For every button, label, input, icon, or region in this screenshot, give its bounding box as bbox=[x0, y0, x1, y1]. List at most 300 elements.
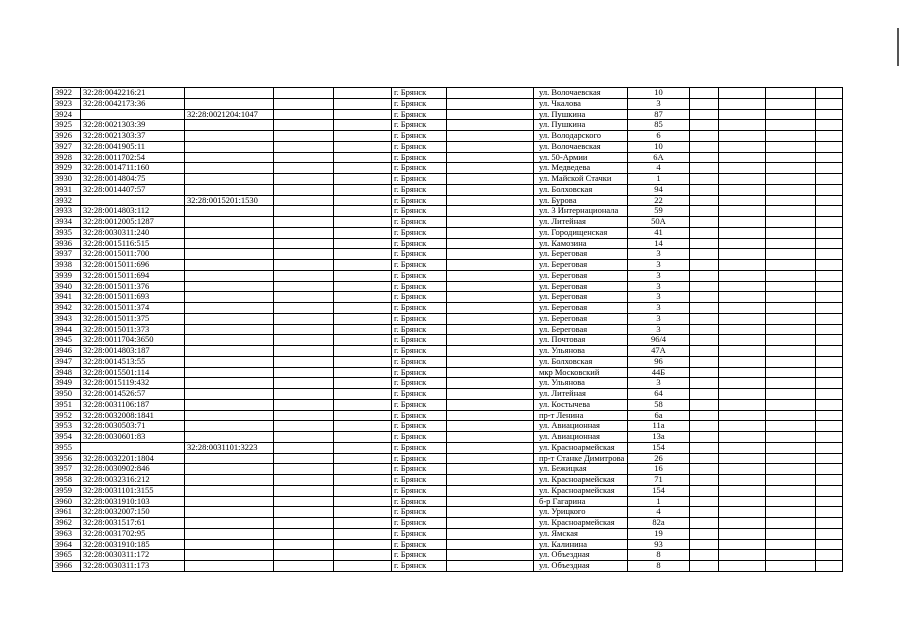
empty-cell bbox=[816, 109, 843, 120]
empty-cell bbox=[690, 184, 719, 195]
empty-cell bbox=[766, 367, 816, 378]
cadastral-number: 32:28:0012005:1287 bbox=[81, 217, 185, 228]
empty-cell bbox=[766, 410, 816, 421]
empty-cell bbox=[274, 389, 334, 400]
empty-cell bbox=[334, 238, 392, 249]
cadastral-number-alt bbox=[185, 206, 274, 217]
empty-cell bbox=[274, 281, 334, 292]
empty-cell bbox=[766, 109, 816, 120]
cadastral-number-alt: 32:28:0015201:1530 bbox=[185, 195, 274, 206]
row-number: 3963 bbox=[53, 528, 81, 539]
table-row bbox=[53, 270, 843, 281]
empty-cell bbox=[334, 496, 392, 507]
empty-cell bbox=[719, 141, 766, 152]
empty-cell bbox=[719, 389, 766, 400]
cadastral-number: 32:28:0014711:160 bbox=[81, 163, 185, 174]
table-row bbox=[53, 550, 843, 561]
empty-cell bbox=[690, 131, 719, 142]
cadastral-number: 32:28:0031106:187 bbox=[81, 399, 185, 410]
row-number: 3952 bbox=[53, 410, 81, 421]
empty-cell bbox=[447, 281, 534, 292]
table-row bbox=[53, 496, 843, 507]
empty-cell bbox=[274, 453, 334, 464]
street: ул. Береговая bbox=[534, 313, 628, 324]
empty-cell bbox=[690, 399, 719, 410]
empty-cell bbox=[274, 292, 334, 303]
empty-cell bbox=[816, 260, 843, 271]
empty-cell bbox=[816, 292, 843, 303]
cadastral-number: 32:28:0032201:1804 bbox=[81, 453, 185, 464]
cadastral-number-alt bbox=[185, 227, 274, 238]
cadastral-number: 32:28:0030311:173 bbox=[81, 561, 185, 572]
city: г. Брянск bbox=[392, 131, 447, 142]
house-number: 71 bbox=[628, 475, 690, 486]
house-number: 26 bbox=[628, 453, 690, 464]
row-number: 3959 bbox=[53, 485, 81, 496]
empty-cell bbox=[816, 324, 843, 335]
empty-cell bbox=[690, 109, 719, 120]
empty-cell bbox=[766, 98, 816, 109]
street: ул. Красноармейская bbox=[534, 485, 628, 496]
cadastral-number-alt bbox=[185, 561, 274, 572]
street: ул. Береговая bbox=[534, 324, 628, 335]
empty-cell bbox=[719, 561, 766, 572]
empty-cell bbox=[334, 507, 392, 518]
empty-cell bbox=[690, 442, 719, 453]
cadastral-number: 32:28:0031910:185 bbox=[81, 539, 185, 550]
empty-cell bbox=[766, 389, 816, 400]
empty-cell bbox=[447, 442, 534, 453]
empty-cell bbox=[766, 141, 816, 152]
empty-cell bbox=[274, 550, 334, 561]
empty-cell bbox=[334, 378, 392, 389]
empty-cell bbox=[816, 453, 843, 464]
empty-cell bbox=[274, 88, 334, 99]
empty-cell bbox=[334, 217, 392, 228]
empty-cell bbox=[766, 184, 816, 195]
empty-cell bbox=[719, 410, 766, 421]
cadastral-number-alt bbox=[185, 496, 274, 507]
cadastral-number: 32:28:0015011:375 bbox=[81, 313, 185, 324]
street: б-р Гагарина bbox=[534, 496, 628, 507]
empty-cell bbox=[690, 550, 719, 561]
empty-cell bbox=[334, 561, 392, 572]
table-row bbox=[53, 249, 843, 260]
empty-cell bbox=[766, 313, 816, 324]
cadastral-number-alt bbox=[185, 98, 274, 109]
page-edge-mark bbox=[897, 28, 899, 66]
empty-cell bbox=[766, 432, 816, 443]
row-number: 3922 bbox=[53, 88, 81, 99]
row-number: 3940 bbox=[53, 281, 81, 292]
empty-cell bbox=[766, 195, 816, 206]
house-number: 87 bbox=[628, 109, 690, 120]
cadastral-number-alt bbox=[185, 399, 274, 410]
table-row bbox=[53, 120, 843, 131]
empty-cell bbox=[690, 174, 719, 185]
cadastral-number-alt bbox=[185, 260, 274, 271]
empty-cell bbox=[447, 303, 534, 314]
cadastral-number-alt bbox=[185, 217, 274, 228]
empty-cell bbox=[816, 335, 843, 346]
row-number: 3933 bbox=[53, 206, 81, 217]
empty-cell bbox=[690, 389, 719, 400]
table-row bbox=[53, 152, 843, 163]
empty-cell bbox=[816, 550, 843, 561]
row-number: 3946 bbox=[53, 346, 81, 357]
empty-cell bbox=[719, 442, 766, 453]
cadastral-number-alt bbox=[185, 539, 274, 550]
row-number: 3949 bbox=[53, 378, 81, 389]
house-number: 41 bbox=[628, 227, 690, 238]
empty-cell bbox=[334, 550, 392, 561]
empty-cell bbox=[334, 528, 392, 539]
empty-cell bbox=[274, 507, 334, 518]
house-number: 58 bbox=[628, 399, 690, 410]
cadastral-number: 32:28:0014804:75 bbox=[81, 174, 185, 185]
empty-cell bbox=[766, 174, 816, 185]
house-number: 10 bbox=[628, 88, 690, 99]
city: г. Брянск bbox=[392, 356, 447, 367]
city: г. Брянск bbox=[392, 561, 447, 572]
city: г. Брянск bbox=[392, 98, 447, 109]
street: ул. Ульянова bbox=[534, 346, 628, 357]
table-row bbox=[53, 206, 843, 217]
empty-cell bbox=[690, 464, 719, 475]
empty-cell bbox=[690, 507, 719, 518]
row-number: 3957 bbox=[53, 464, 81, 475]
city: г. Брянск bbox=[392, 109, 447, 120]
cadastral-number: 32:28:0015011:693 bbox=[81, 292, 185, 303]
empty-cell bbox=[719, 528, 766, 539]
table-row bbox=[53, 539, 843, 550]
cadastral-number-alt bbox=[185, 518, 274, 529]
house-number: 6 bbox=[628, 131, 690, 142]
empty-cell bbox=[816, 184, 843, 195]
table-row bbox=[53, 442, 843, 453]
table-row bbox=[53, 324, 843, 335]
empty-cell bbox=[719, 281, 766, 292]
street: ул. Береговая bbox=[534, 249, 628, 260]
empty-cell bbox=[719, 270, 766, 281]
city: г. Брянск bbox=[392, 410, 447, 421]
cadastral-number: 32:28:0021303:39 bbox=[81, 120, 185, 131]
empty-cell bbox=[690, 335, 719, 346]
empty-cell bbox=[690, 217, 719, 228]
street: ул. Красноармейская bbox=[534, 518, 628, 529]
table-row bbox=[53, 131, 843, 142]
row-number: 3942 bbox=[53, 303, 81, 314]
empty-cell bbox=[719, 292, 766, 303]
cadastral-number-alt bbox=[185, 324, 274, 335]
empty-cell bbox=[766, 335, 816, 346]
empty-cell bbox=[719, 539, 766, 550]
cadastral-number-alt bbox=[185, 550, 274, 561]
table-row bbox=[53, 217, 843, 228]
empty-cell bbox=[719, 98, 766, 109]
empty-cell bbox=[334, 152, 392, 163]
empty-cell bbox=[274, 152, 334, 163]
cadastral-number: 32:28:0015011:694 bbox=[81, 270, 185, 281]
empty-cell bbox=[766, 281, 816, 292]
table-row bbox=[53, 421, 843, 432]
empty-cell bbox=[274, 98, 334, 109]
table-row bbox=[53, 227, 843, 238]
empty-cell bbox=[447, 195, 534, 206]
empty-cell bbox=[447, 98, 534, 109]
street: ул. Береговая bbox=[534, 281, 628, 292]
empty-cell bbox=[334, 163, 392, 174]
empty-cell bbox=[274, 206, 334, 217]
empty-cell bbox=[447, 367, 534, 378]
table-row bbox=[53, 389, 843, 400]
empty-cell bbox=[274, 195, 334, 206]
city: г. Брянск bbox=[392, 238, 447, 249]
street: ул. Пушкина bbox=[534, 120, 628, 131]
empty-cell bbox=[447, 109, 534, 120]
empty-cell bbox=[816, 399, 843, 410]
empty-cell bbox=[274, 227, 334, 238]
street: ул. 3 Интернационала bbox=[534, 206, 628, 217]
cadastral-number-alt bbox=[185, 432, 274, 443]
row-number: 3923 bbox=[53, 98, 81, 109]
empty-cell bbox=[766, 539, 816, 550]
empty-cell bbox=[447, 561, 534, 572]
cadastral-number-alt bbox=[185, 184, 274, 195]
empty-cell bbox=[334, 184, 392, 195]
cadastral-number: 32:28:0014803:112 bbox=[81, 206, 185, 217]
city: г. Брянск bbox=[392, 163, 447, 174]
empty-cell bbox=[447, 292, 534, 303]
empty-cell bbox=[334, 539, 392, 550]
house-number: 3 bbox=[628, 281, 690, 292]
table-row bbox=[53, 303, 843, 314]
city: г. Брянск bbox=[392, 292, 447, 303]
empty-cell bbox=[719, 378, 766, 389]
empty-cell bbox=[816, 367, 843, 378]
empty-cell bbox=[816, 281, 843, 292]
empty-cell bbox=[719, 485, 766, 496]
table-row bbox=[53, 399, 843, 410]
row-number: 3950 bbox=[53, 389, 81, 400]
row-number: 3931 bbox=[53, 184, 81, 195]
cadastral-number-alt bbox=[185, 485, 274, 496]
empty-cell bbox=[719, 421, 766, 432]
empty-cell bbox=[766, 421, 816, 432]
empty-cell bbox=[334, 442, 392, 453]
empty-cell bbox=[766, 346, 816, 357]
row-number: 3948 bbox=[53, 367, 81, 378]
house-number: 14 bbox=[628, 238, 690, 249]
cadastral-number-alt: 32:28:0031101:3223 bbox=[185, 442, 274, 453]
cadastral-number-alt bbox=[185, 238, 274, 249]
city: г. Брянск bbox=[392, 453, 447, 464]
empty-cell bbox=[274, 378, 334, 389]
row-number: 3947 bbox=[53, 356, 81, 367]
table-row bbox=[53, 109, 843, 120]
empty-cell bbox=[816, 270, 843, 281]
street: мкр Московский bbox=[534, 367, 628, 378]
street: пр-т Ленина bbox=[534, 410, 628, 421]
street: ул. Болховская bbox=[534, 356, 628, 367]
empty-cell bbox=[719, 260, 766, 271]
empty-cell bbox=[334, 120, 392, 131]
empty-cell bbox=[816, 163, 843, 174]
cadastral-number: 32:28:0015011:374 bbox=[81, 303, 185, 314]
cadastral-number: 32:28:0030902:846 bbox=[81, 464, 185, 475]
empty-cell bbox=[766, 292, 816, 303]
street: ул. Береговая bbox=[534, 292, 628, 303]
empty-cell bbox=[816, 195, 843, 206]
empty-cell bbox=[274, 485, 334, 496]
empty-cell bbox=[334, 206, 392, 217]
empty-cell bbox=[766, 356, 816, 367]
empty-cell bbox=[334, 249, 392, 260]
house-number: 82а bbox=[628, 518, 690, 529]
cadastral-number-alt bbox=[185, 303, 274, 314]
empty-cell bbox=[690, 410, 719, 421]
empty-cell bbox=[447, 238, 534, 249]
empty-cell bbox=[447, 346, 534, 357]
empty-cell bbox=[334, 421, 392, 432]
cadastral-number: 32:28:0032007:150 bbox=[81, 507, 185, 518]
empty-cell bbox=[719, 217, 766, 228]
table-row bbox=[53, 464, 843, 475]
empty-cell bbox=[690, 421, 719, 432]
cadastral-number-alt bbox=[185, 528, 274, 539]
empty-cell bbox=[766, 260, 816, 271]
house-number: 44Б bbox=[628, 367, 690, 378]
empty-cell bbox=[334, 464, 392, 475]
cadastral-number: 32:28:0030311:172 bbox=[81, 550, 185, 561]
empty-cell bbox=[447, 270, 534, 281]
street: ул. Литейная bbox=[534, 217, 628, 228]
empty-cell bbox=[334, 432, 392, 443]
cadastral-number-alt bbox=[185, 464, 274, 475]
city: г. Брянск bbox=[392, 270, 447, 281]
empty-cell bbox=[766, 507, 816, 518]
empty-cell bbox=[690, 313, 719, 324]
empty-cell bbox=[766, 131, 816, 142]
empty-cell bbox=[690, 356, 719, 367]
empty-cell bbox=[334, 292, 392, 303]
table-row bbox=[53, 367, 843, 378]
empty-cell bbox=[274, 217, 334, 228]
empty-cell bbox=[334, 227, 392, 238]
house-number: 154 bbox=[628, 485, 690, 496]
empty-cell bbox=[816, 528, 843, 539]
cadastral-number-alt bbox=[185, 356, 274, 367]
city: г. Брянск bbox=[392, 539, 447, 550]
empty-cell bbox=[766, 206, 816, 217]
empty-cell bbox=[690, 238, 719, 249]
row-number: 3937 bbox=[53, 249, 81, 260]
cadastral-number bbox=[81, 109, 185, 120]
empty-cell bbox=[447, 507, 534, 518]
house-number: 11а bbox=[628, 421, 690, 432]
street: ул. Волочаевская bbox=[534, 141, 628, 152]
street: ул. Литейная bbox=[534, 389, 628, 400]
empty-cell bbox=[719, 313, 766, 324]
house-number: 3 bbox=[628, 292, 690, 303]
cadastral-number-alt bbox=[185, 249, 274, 260]
empty-cell bbox=[816, 464, 843, 475]
empty-cell bbox=[334, 356, 392, 367]
empty-cell bbox=[334, 131, 392, 142]
table-row bbox=[53, 88, 843, 99]
table-row bbox=[53, 292, 843, 303]
cadastral-number: 32:28:0031101:3155 bbox=[81, 485, 185, 496]
empty-cell bbox=[816, 206, 843, 217]
empty-cell bbox=[274, 399, 334, 410]
row-number: 3929 bbox=[53, 163, 81, 174]
city: г. Брянск bbox=[392, 550, 447, 561]
empty-cell bbox=[690, 163, 719, 174]
table-row bbox=[53, 98, 843, 109]
row-number: 3943 bbox=[53, 313, 81, 324]
empty-cell bbox=[334, 195, 392, 206]
empty-cell bbox=[334, 367, 392, 378]
empty-cell bbox=[719, 356, 766, 367]
city: г. Брянск bbox=[392, 335, 447, 346]
empty-cell bbox=[719, 550, 766, 561]
empty-cell bbox=[690, 88, 719, 99]
empty-cell bbox=[690, 528, 719, 539]
street: ул. Бурова bbox=[534, 195, 628, 206]
empty-cell bbox=[719, 227, 766, 238]
table-row bbox=[53, 475, 843, 486]
row-number: 3935 bbox=[53, 227, 81, 238]
street: ул. Ульянова bbox=[534, 378, 628, 389]
empty-cell bbox=[690, 432, 719, 443]
empty-cell bbox=[334, 174, 392, 185]
table-row bbox=[53, 528, 843, 539]
empty-cell bbox=[766, 270, 816, 281]
table-row bbox=[53, 485, 843, 496]
city: г. Брянск bbox=[392, 88, 447, 99]
street: ул. Бежицкая bbox=[534, 464, 628, 475]
empty-cell bbox=[816, 561, 843, 572]
cadastral-number: 32:28:0015011:696 bbox=[81, 260, 185, 271]
empty-cell bbox=[816, 518, 843, 529]
empty-cell bbox=[719, 184, 766, 195]
empty-cell bbox=[690, 195, 719, 206]
empty-cell bbox=[274, 324, 334, 335]
empty-cell bbox=[274, 141, 334, 152]
empty-cell bbox=[334, 346, 392, 357]
row-number: 3926 bbox=[53, 131, 81, 142]
empty-cell bbox=[690, 292, 719, 303]
empty-cell bbox=[447, 378, 534, 389]
empty-cell bbox=[447, 227, 534, 238]
empty-cell bbox=[690, 453, 719, 464]
empty-cell bbox=[816, 410, 843, 421]
table-row bbox=[53, 281, 843, 292]
city: г. Брянск bbox=[392, 249, 447, 260]
empty-cell bbox=[274, 346, 334, 357]
cadastral-number: 32:28:0021303:37 bbox=[81, 131, 185, 142]
empty-cell bbox=[816, 174, 843, 185]
empty-cell bbox=[766, 378, 816, 389]
empty-cell bbox=[816, 141, 843, 152]
row-number: 3934 bbox=[53, 217, 81, 228]
empty-cell bbox=[274, 260, 334, 271]
empty-cell bbox=[334, 270, 392, 281]
cadastral-number: 32:28:0014407:57 bbox=[81, 184, 185, 195]
table-row bbox=[53, 260, 843, 271]
house-number: 93 bbox=[628, 539, 690, 550]
table-row bbox=[53, 378, 843, 389]
